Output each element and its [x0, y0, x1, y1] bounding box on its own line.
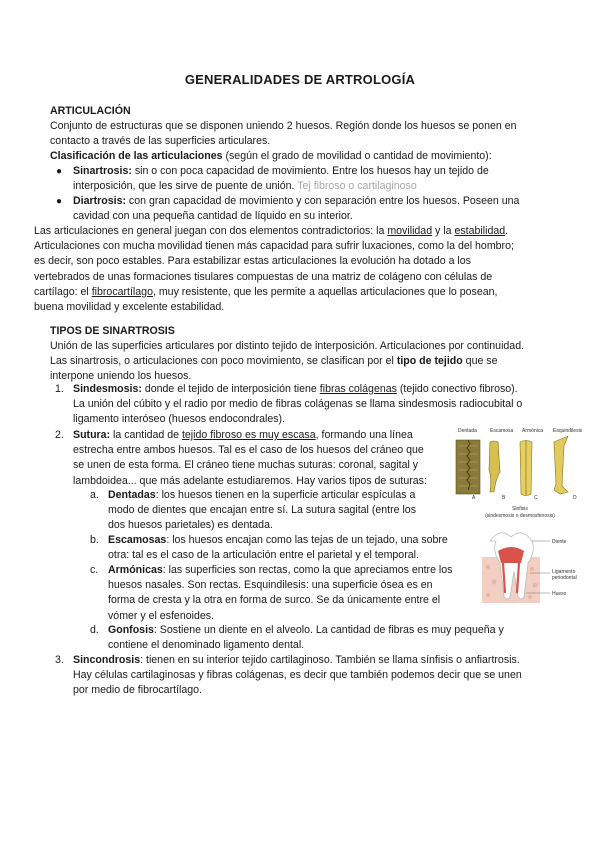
- figure-label-armonica: Armónica: [522, 428, 544, 434]
- suture-types-figure: [450, 424, 590, 524]
- sub-list-letter: d.: [90, 624, 99, 636]
- figure-label-esquindilesis: Esquindilesis: [553, 428, 583, 434]
- svg-text:B: B: [502, 495, 506, 501]
- list-number: 2.: [55, 429, 64, 441]
- figure-label-dentada: Dentada: [458, 428, 477, 434]
- section-heading-tipos: TIPOS DE SINARTROSIS: [50, 325, 175, 337]
- list-number: 3.: [55, 654, 64, 666]
- svg-text:A: A: [472, 495, 476, 501]
- tooth-pulp: [498, 547, 524, 563]
- bullet-icon: ●: [56, 166, 63, 177]
- gonfosis-item: Gonfosis: Sostiene un diente en el alveolo. La cantidad de fibras es muy pequeña y contiene el denominado ligamento dental.: [108, 624, 504, 652]
- armonicas-item: Armónicas: las superficies son rectas, como la que apreciamos entre los huesos nasales. Son rectas. Esquindilesis: una superficie ósea es en forma de cresta y la otra en forma de surco. Se da únicamente entre el vómer y el esfenoides.: [108, 564, 453, 622]
- figure-label-escamosa: Escamosa: [490, 428, 514, 434]
- page-title: GENERALIDADES DE ARTROLOGÍA: [184, 72, 416, 87]
- label-ligamento: Ligamento: [552, 569, 576, 575]
- sub-list-letter: c.: [90, 564, 99, 576]
- label-hueso: Hueso: [552, 591, 567, 597]
- sub-list-letter: a.: [90, 489, 99, 501]
- tooth-gonfosis-figure: [480, 527, 592, 605]
- section-heading-articulacion: ARTICULACIÓN: [50, 105, 131, 117]
- sinartrosis-item: Sinartrosis: sin o con poca capacidad de movimiento. Entre los huesos hay un tejido de interposición, que les sirve de puente de unión. Tej fibroso o cartilaginoso: [73, 165, 489, 193]
- sindesmosis-item: Sindesmosis: donde el tejido de interposición tiene fibras colágenas (tejido conectivo fibroso). La unión del cúbito y el radio por medio de fibras colágenas se llama sindesmosis radiocubital o ligamento interóseo (huesos endocondrales).: [73, 383, 523, 426]
- escamosa-bone-image: [489, 441, 500, 492]
- figure-caption-sub: (sindesmosis o desmosfenosis): [485, 513, 555, 519]
- label-ligamento-periodontal: periodontal: [552, 575, 577, 581]
- label-diente: Diente: [552, 539, 567, 545]
- tipos-intro: Unión de las superficies articulares por distinto tejido de interposición. Articulaciones por continuidad. Las sinartrosis, o articulaciones con poco movimiento, se clasifican por el tipo de tejido que se interpone uniendo los huesos.: [50, 340, 525, 383]
- escamosas-item: Escamosas: los huesos encajan como las tejas de un tejado, una sobre otra: tal es el caso de la articulación entre el parietal y el temporal.: [108, 534, 448, 562]
- bullet-icon: ●: [56, 196, 63, 207]
- dentadas-item: Dentadas: los huesos tienen en la superficie articular espículas a modo de dientes que encajan entre sí. La sutura sagital (entre los dos huesos parietales) es dentada.: [108, 489, 416, 532]
- figure-caption: Sinfisis: [512, 506, 528, 512]
- esquindilesis-bone-image: [554, 436, 568, 494]
- sub-list-letter: b.: [90, 534, 99, 546]
- diartrosis-item: Diartrosis: con gran capacidad de movimiento y con separación entre los huesos. Poseen una cavidad con una pequeña cantidad de líquido en su interior.: [73, 195, 520, 223]
- sincondrosis-item: Sincondrosis: tienen en su interior tejido cartilaginoso. También se llama sínfisis o anfiartrosis. Hay células cartilaginosas y fibras colágenas, es decir que también podemos decir que se unen por medio de fibrocartílago.: [73, 654, 522, 697]
- articulaciones-general-paragraph: Las articulaciones en general juegan con dos elementos contradictorios: la movilidad y la estabilidad. Articulaciones con mucha movilidad tienen más capacidad para sufrir luxaciones, como la del hombro; es decir, son poco estables. Para estabilizar estas articulaciones la evolución ha dotado a los vertebrados de unas formaciones tisulares compuestas de una matriz de colágeno con células de cartílago: el fibrocartílago, muy resistente, que les permite a aquellas articulaciones que lo posean, buena movilidad y excelente estabilidad.: [34, 225, 514, 314]
- articulacion-definition: Conjunto de estructuras que se disponen uniendo 2 huesos. Región donde los huesos se ponen en contacto a través de las superficies articulares. Clasificación de las articulaciones (según el grado de movilidad o cantidad de movimiento):: [50, 120, 517, 163]
- svg-text:C: C: [534, 495, 538, 501]
- svg-text:D: D: [573, 495, 577, 501]
- list-number: 1.: [55, 383, 64, 395]
- sutura-item: Sutura: la cantidad de tejido fibroso es muy escasa, formando una línea estrecha entre ambos huesos. Tal es el caso de los huesos del cráneo que se unen de esta forma. El cráneo tiene muchas suturas: coronal, sagital y lambdoidea... que más adelante estudiaremos. Hay varios tipos de suturas:: [73, 429, 427, 487]
